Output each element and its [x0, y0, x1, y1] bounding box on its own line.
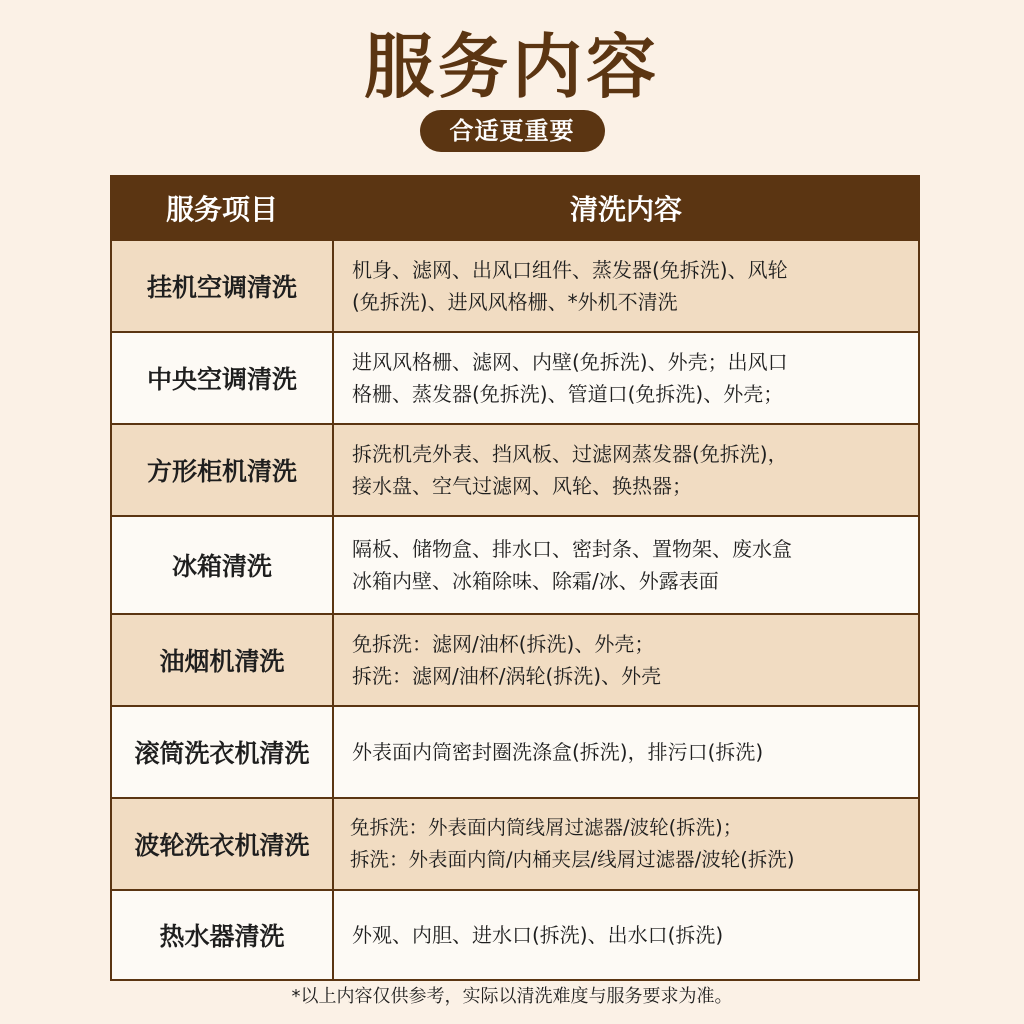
- service-item-content: [333, 706, 919, 798]
- content-line: 外观、内胆、进水口(拆洗)、出水口(拆洗): [352, 923, 724, 947]
- content-line: 拆洗：外表面内筒/内桶夹层/线屑过滤器/波轮(拆洗): [350, 848, 795, 871]
- table-row: [111, 332, 919, 424]
- column-header-content: 清洗内容: [333, 176, 919, 240]
- service-item-content: [333, 614, 919, 706]
- service-item-name: 方形柜机清洗: [111, 424, 333, 516]
- table-row: [111, 240, 919, 332]
- subtitle-badge: 合适更重要: [420, 110, 605, 152]
- page-title: 服务内容: [364, 26, 660, 108]
- content-line: 拆洗：滤网/油杯/涡轮(拆洗)、外壳: [352, 664, 662, 688]
- service-item-name: 波轮洗衣机清洗: [111, 798, 333, 890]
- content-line: 拆洗机壳外表、挡风板、过滤网蒸发器(免拆洗)，: [352, 442, 788, 466]
- service-item-name: 滚筒洗衣机清洗: [111, 706, 333, 798]
- table-row: [111, 706, 919, 798]
- service-item-name: 挂机空调清洗: [111, 240, 333, 332]
- table-row: [111, 516, 919, 614]
- content-line: 冰箱内壁、冰箱除味、除霜/冰、外露表面: [352, 569, 719, 593]
- content-line: 接水盘、空气过滤网、风轮、换热器；: [352, 474, 692, 498]
- subtitle-wrap: [0, 110, 1024, 152]
- service-table: [110, 175, 920, 981]
- table-header-row: [111, 176, 919, 240]
- service-item-content: [333, 516, 919, 614]
- service-item-name: 油烟机清洗: [111, 614, 333, 706]
- service-item-content: [333, 424, 919, 516]
- table-row: [111, 890, 919, 980]
- content-line: 格栅、蒸发器(免拆洗)、管道口(免拆洗)、外壳；: [352, 382, 784, 406]
- service-item-name: 冰箱清洗: [111, 516, 333, 614]
- service-item-name: 中央空调清洗: [111, 332, 333, 424]
- content-line: 外表面内筒密封圈洗涤盒(拆洗)，排污口(拆洗): [352, 740, 764, 764]
- service-item-content: [333, 240, 919, 332]
- content-line: (免拆洗)、进风风格栅、*外机不清洗: [352, 290, 678, 314]
- table-row: [111, 798, 919, 890]
- service-item-name: 热水器清洗: [111, 890, 333, 980]
- service-item-content: [333, 332, 919, 424]
- table-row: [111, 614, 919, 706]
- footnote: *以上内容仅供参考，实际以清洗难度与服务要求为准。: [291, 986, 733, 1007]
- content-line: 机身、滤网、出风口组件、蒸发器(免拆洗)、风轮: [352, 258, 788, 282]
- content-line: 进风风格栅、滤网、内壁(免拆洗)、外壳；出风口: [352, 350, 788, 374]
- content-line: 免拆洗：外表面内筒线屑过滤器/波轮(拆洗)；: [350, 816, 743, 839]
- content-line: 隔板、储物盒、排水口、密封条、置物架、废水盒: [352, 537, 792, 561]
- table-row: [111, 424, 919, 516]
- content-line: 免拆洗：滤网/油杯(拆洗)、外壳；: [352, 632, 655, 656]
- column-header-item: 服务项目: [111, 176, 333, 240]
- service-item-content: [333, 798, 919, 890]
- service-item-content: [333, 890, 919, 980]
